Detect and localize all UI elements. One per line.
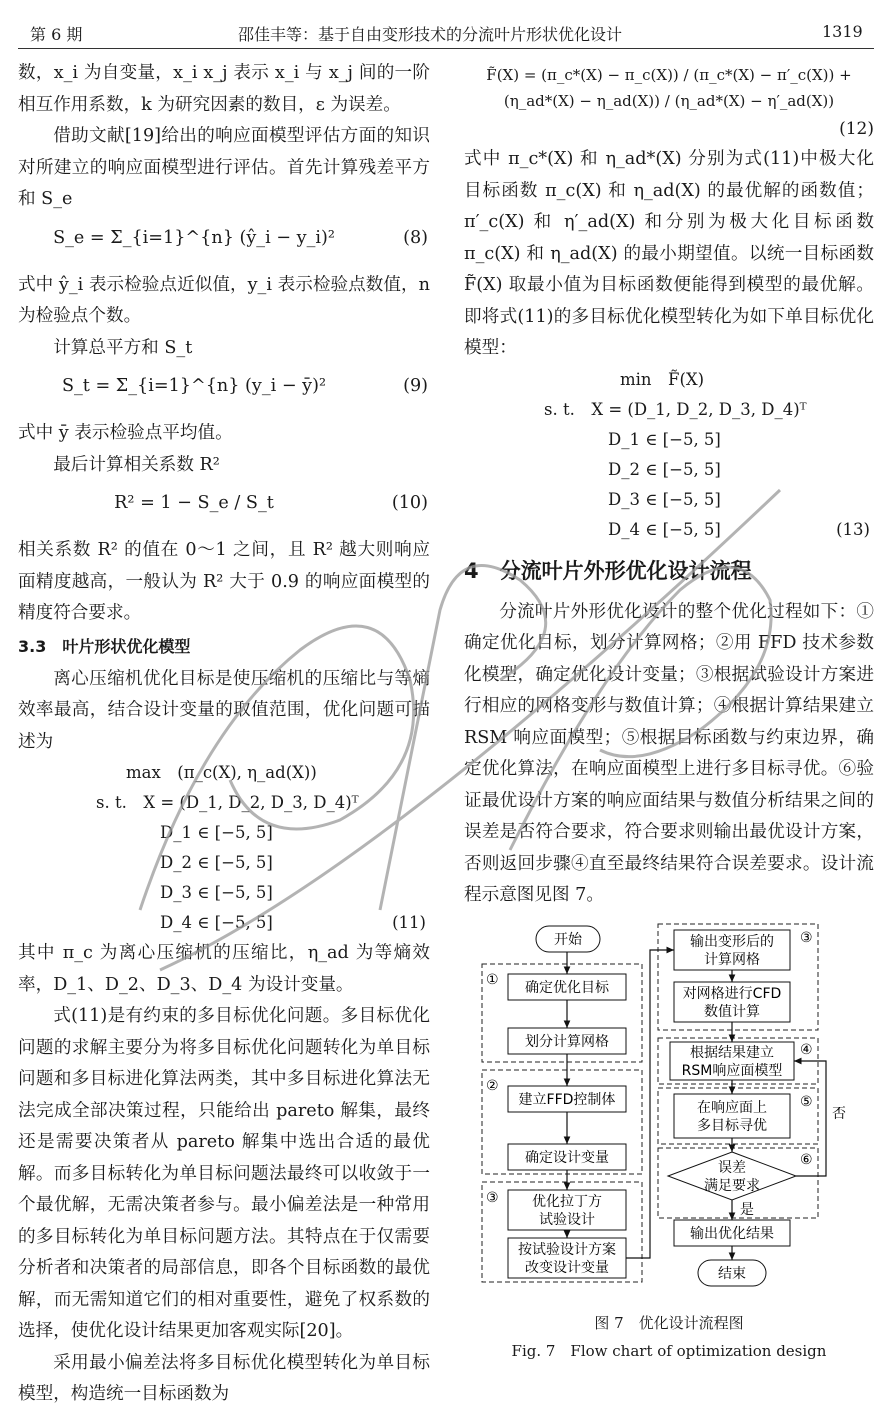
section-heading-3-3: 3.3 叶片形状优化模型 <box>18 636 191 656</box>
bound-d2: D_2 ∈ [−5, 5] <box>608 459 721 479</box>
node-label: 对网格进行CFD <box>682 986 782 1002</box>
equation-number: (13) <box>836 519 870 539</box>
paragraph: 最后计算相关系数 R² <box>53 454 220 475</box>
flow-arrow <box>626 950 674 1258</box>
node-label: 数值计算 <box>704 1004 760 1020</box>
optimization-model-13 <box>464 365 874 545</box>
yes-label: 是 <box>740 1202 754 1218</box>
equation-body: S_t = Σ_{i=1}^{n} (y_i − ȳ)² <box>61 376 327 396</box>
paragraph: 采用最小偏差法将多目标优化模型转化为单目标模型，构造统一目标函数为 <box>18 1352 430 1404</box>
equation-9 <box>18 364 430 418</box>
equation-8 <box>18 216 430 270</box>
paragraph: 分流叶片外形优化设计的整个优化过程如下：①确定优化目标，划分计算网格；②用 FFD 技术参数化模型，确定优化设计变量；③根据试验设计方案进行相应的网格变形与数值计算；④根据计算结果建立 RSM 响应面模型；⑤根据目标函数与约束边界，确定优化算法，在响应面模型上进行多目标寻优。⑥验证最优设计方案的响应面结果与数值分析结果之间的误差是否符合要求，符合要求则输出最优设计方案，否则返回步骤④直至最终结果符合误差要求。设计流程示意图见图 7。 <box>464 601 874 905</box>
left-column <box>18 58 430 1411</box>
running-header <box>0 0 890 50</box>
node-label: 优化拉丁方 <box>532 1194 602 1210</box>
equation-10 <box>18 481 430 535</box>
equation-number: (9) <box>403 376 428 396</box>
step-marker: ③ <box>486 1190 499 1206</box>
flowchart-figure <box>478 920 878 1310</box>
constraint-line: s. t. X = (D_1, D_2, D_3, D_4)ᵀ <box>96 793 359 812</box>
paragraph: 离心压缩机优化目标是使压缩机的压缩比与等熵效率最高，结合设计变量的取值范围，优化问题可描述为 <box>18 668 430 752</box>
start-label: 开始 <box>554 932 582 948</box>
step-marker: ⑥ <box>800 1152 813 1168</box>
paragraph: 借助文献[19]给出的响应面模型评估方面的知识对所建立的响应面模型进行评估。首先计算残差平方和 S_e <box>18 126 430 209</box>
decision-label: 误差 <box>718 1160 746 1176</box>
equation-number: (11) <box>392 913 426 932</box>
node-label: 输出变形后的 <box>690 934 774 950</box>
node-label: 输出优化结果 <box>690 1226 774 1242</box>
decision-label: 满足要求 <box>704 1178 760 1194</box>
objective-line: max (π_c(X), η_ad(X)) <box>126 763 317 782</box>
equation-12 <box>464 58 874 114</box>
paragraph: 其中 π_c 为离心压缩机的压缩比，η_ad 为等熵效率，D_1、D_2、D_3、D_4 为设计变量。 <box>18 943 430 995</box>
equation-body: F̃(X) = (π_c*(X) − π_c(X)) / (π_c*(X) − π′_c(X)) + (η_ad*(X) − η_ad(X)) / (η_ad*(X) − η′_ad(X)) <box>486 66 852 110</box>
optimization-model-11 <box>18 758 430 938</box>
page-number: 1319 <box>822 22 863 41</box>
equation-number: (12) <box>839 119 874 139</box>
equation-body: S_e = Σ_{i=1}^{n} (ŷ_i − y_i)² <box>53 227 335 248</box>
constraint-line: s. t. X = (D_1, D_2, D_3, D_4)ᵀ <box>544 399 807 419</box>
paragraph: 式中 ȳ 表示检验点平均值。 <box>18 423 233 443</box>
running-title: 邵佳丰等：基于自由变形技术的分流叶片形状优化设计 <box>238 25 623 44</box>
no-label: 否 <box>832 1106 846 1122</box>
step-marker: ① <box>486 972 499 988</box>
figure-caption-en: Fig. 7 Flow chart of optimization design <box>511 1342 827 1360</box>
objective-line: min F̃(X) <box>620 369 705 389</box>
step-marker: ② <box>486 1078 499 1094</box>
bound-d4-text: D_4 ∈ [−5, 5] <box>160 913 273 932</box>
node-label: 划分计算网格 <box>525 1034 609 1050</box>
right-column <box>464 58 874 912</box>
bound-d3: D_3 ∈ [−5, 5] <box>608 489 721 509</box>
issue-number: 第 6 期 <box>30 25 83 44</box>
paragraph: 式中 ŷ_i 表示检验点近似值，y_i 表示检验点数值，n 为检验点个数。 <box>18 274 430 326</box>
paragraph: 计算总平方和 S_t <box>53 337 193 358</box>
figure-caption-cn: 图 7 优化设计流程图 <box>594 1314 744 1332</box>
bound-d2: D_2 ∈ [−5, 5] <box>160 853 273 872</box>
equation-number: (8) <box>403 227 428 248</box>
equation-body: R² = 1 − S_e / S_t <box>114 493 274 513</box>
section-heading-4: 4 分流叶片外形优化设计流程 <box>464 558 752 583</box>
node-label: 建立FFD控制体 <box>518 1092 616 1108</box>
step-marker: ⑤ <box>800 1094 813 1110</box>
paragraph: 式(11)是有约束的多目标优化问题。多目标优化问题的求解主要分为将多目标优化问题转化为单目标问题和多目标进化算法两类，其中多目标进化算法无法完成全部决策过程，只能给出 pareto 解集，最终还是需要决策者从 pareto 解集中选出合适的最优解。而多目标转化为单目标问题法最终可以收敛于一个最优解，无需决策者参与。最小偏差法是一种常用的多目标转化为单目标问题方法。其特点在于仅需要分析者和决策者的局部信息，即各个目标函数的最优解，而无需知道它们的相对重要性，避免了权系数的选择，使优化设计结果更加客观实际[20]。 <box>18 1006 430 1341</box>
node-label: 确定设计变量 <box>525 1150 609 1166</box>
node-label: 确定优化目标 <box>525 980 609 996</box>
node-label: RSM响应面模型 <box>681 1063 783 1079</box>
step-marker: ④ <box>800 1042 813 1058</box>
node-label: 改变设计变量 <box>525 1260 609 1276</box>
header-rule <box>18 48 874 49</box>
bound-d4-text: D_4 ∈ [−5, 5] <box>608 519 721 539</box>
paragraph: 相关系数 R² 的值在 0～1 之间，且 R² 越大则响应面精度越高，一般认为 R² 大于 0.9 的响应面模型的精度符合要求。 <box>18 540 430 623</box>
bound-d1: D_1 ∈ [−5, 5] <box>160 823 273 842</box>
node-label: 多目标寻优 <box>697 1118 767 1134</box>
bound-d1: D_1 ∈ [−5, 5] <box>608 429 721 449</box>
bound-d4 <box>18 908 430 938</box>
paragraph: 式中 π_c*(X) 和 η_ad*(X) 分别为式(11)中极大化目标函数 π_c(X) 和 η_ad(X) 的最优解的函数值；π′_c(X) 和 η′_ad(X) 和分别为极大化目标函数 π_c(X) 和 η_ad(X) 的最小期望值。以统一目标函数 F̃(X) 取最小值为目标函数便能得到模型的最优解。即将式(11)的多目标优化模型转化为如下单目标优化模型： <box>464 149 874 358</box>
node-label: 在响应面上 <box>697 1100 767 1116</box>
paragraph: 数，x_i 为自变量，x_i x_j 表示 x_i 与 x_j 间的一阶相互作用系数，k 为研究因素的数目，ε 为误差。 <box>18 63 430 115</box>
step-marker: ③ <box>800 930 813 946</box>
bound-d4 <box>464 515 874 545</box>
node-label: 试验设计 <box>539 1212 595 1228</box>
equation-number: (10) <box>391 493 428 513</box>
end-label: 结束 <box>718 1266 746 1282</box>
bound-d3: D_3 ∈ [−5, 5] <box>160 883 273 902</box>
node-label: 按试验设计方案 <box>518 1242 616 1258</box>
node-label: 根据结果建立 <box>690 1045 774 1061</box>
node-label: 计算网格 <box>704 952 760 968</box>
